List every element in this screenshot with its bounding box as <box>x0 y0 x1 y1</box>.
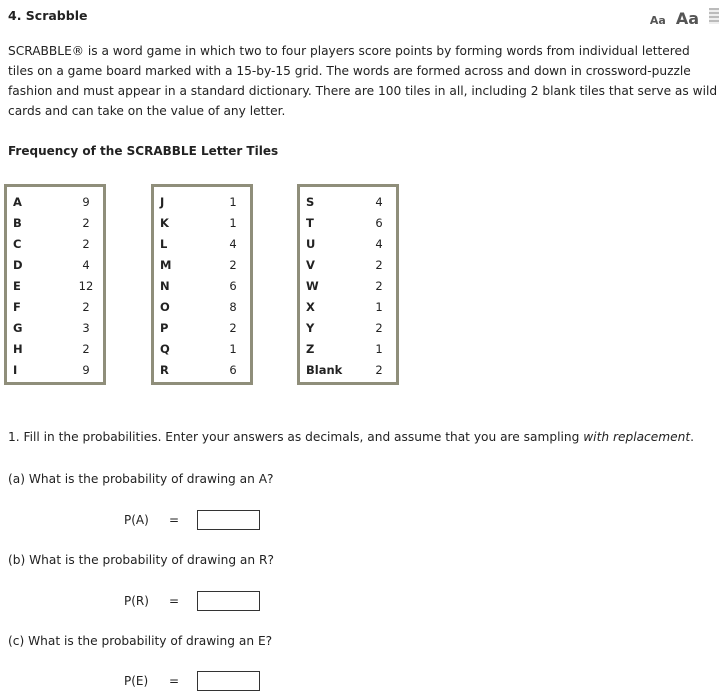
table-row <box>13 359 95 380</box>
answer-input-a[interactable] <box>197 510 260 530</box>
letter: R <box>160 362 169 377</box>
label-pe: P(E) <box>124 674 149 688</box>
frequency: 9 <box>82 194 90 209</box>
letter: B <box>13 215 22 230</box>
label-pa: P(A) <box>124 513 149 527</box>
table-row <box>306 275 388 296</box>
frequency: 2 <box>229 257 237 272</box>
letter: D <box>13 257 23 272</box>
table-row <box>306 338 388 359</box>
letter: Blank <box>306 362 343 377</box>
table-row <box>306 212 388 233</box>
frequency: 4 <box>375 236 383 251</box>
letter: J <box>160 194 165 209</box>
equals-a: = <box>169 513 180 527</box>
letter: T <box>306 215 314 230</box>
table-row <box>13 296 95 317</box>
letter: C <box>13 236 22 251</box>
section-title: 4. Scrabble <box>8 8 88 23</box>
table-row <box>160 191 242 212</box>
frequency: 2 <box>82 236 90 251</box>
table-row <box>160 359 242 380</box>
table-row <box>160 317 242 338</box>
frequency: 4 <box>375 194 383 209</box>
table-row <box>13 212 95 233</box>
frequency-table <box>4 184 106 385</box>
label-pr: P(R) <box>124 594 149 608</box>
intro-paragraph: SCRABBLE® is a word game in which two to four players score points by forming words from individual lettered tiles on a game board marked with a 15-by-15 grid. The words are formed across and down in crossword-puzzle fashion and must appear in a standard dictionary. There are 100 tiles in all, including 2 blank tiles that serve as wild cards and can take on the value of any letter. <box>8 44 718 118</box>
equals-b: = <box>169 594 180 608</box>
frequency: 2 <box>82 341 90 356</box>
frequency: 2 <box>375 320 383 335</box>
letter: M <box>160 257 172 272</box>
table-row <box>160 254 242 275</box>
answer-input-b[interactable] <box>197 591 260 611</box>
question-c: (c) What is the probability of drawing an E? <box>8 634 273 648</box>
frequency: 4 <box>82 257 90 272</box>
table-row <box>306 233 388 254</box>
letter: S <box>306 194 315 209</box>
table-row <box>306 254 388 275</box>
frequency-table <box>297 184 399 385</box>
letter: V <box>306 257 315 272</box>
table-row <box>306 191 388 212</box>
frequency: 1 <box>229 341 237 356</box>
frequency: 2 <box>82 215 90 230</box>
frequency: 1 <box>375 341 383 356</box>
frequency: 2 <box>375 278 383 293</box>
frequency: 12 <box>78 278 94 293</box>
letter: W <box>306 278 319 293</box>
frequency-table <box>151 184 253 385</box>
letter: H <box>13 341 23 356</box>
letter: K <box>160 215 169 230</box>
frequency: 6 <box>229 362 237 377</box>
letter: Y <box>306 320 315 335</box>
letter: I <box>13 362 18 377</box>
table-row <box>13 338 95 359</box>
question-b: (b) What is the probability of drawing an R? <box>8 553 274 567</box>
frequency: 3 <box>82 320 90 335</box>
table-row <box>306 359 388 380</box>
instruction-end: . <box>690 430 694 444</box>
letter: A <box>13 194 22 209</box>
letter: U <box>306 236 316 251</box>
letter: L <box>160 236 168 251</box>
answer-input-c[interactable] <box>197 671 260 691</box>
letter: N <box>160 278 170 293</box>
table-row <box>13 317 95 338</box>
frequency: 2 <box>375 257 383 272</box>
frequency: 2 <box>229 320 237 335</box>
table-row <box>160 275 242 296</box>
large-text-button[interactable]: Aa <box>675 9 699 28</box>
letter: E <box>13 278 21 293</box>
instruction-text: 1. Fill in the probabilities. Enter your answers as decimals, and assume that you are sampling <box>8 430 584 444</box>
equals-c: = <box>169 674 180 688</box>
table-row <box>160 233 242 254</box>
instruction <box>8 430 694 444</box>
frequency: 1 <box>229 215 237 230</box>
small-text-button[interactable]: Aa <box>649 14 666 27</box>
table-row <box>306 296 388 317</box>
letter: Q <box>160 341 170 356</box>
table-row <box>13 275 95 296</box>
frequency: 8 <box>229 299 237 314</box>
table-row <box>160 338 242 359</box>
text-tools <box>650 8 719 28</box>
table-row <box>13 254 95 275</box>
letter: X <box>306 299 315 314</box>
letter: G <box>13 320 23 335</box>
table-row <box>160 212 242 233</box>
frequency: 1 <box>375 299 383 314</box>
letter: Z <box>306 341 315 356</box>
frequency: 2 <box>375 362 383 377</box>
table-row <box>306 317 388 338</box>
frequency: 9 <box>82 362 90 377</box>
frequency: 4 <box>229 236 237 251</box>
letter: O <box>160 299 170 314</box>
instruction-emphasis: with replacement <box>583 430 691 444</box>
frequency: 1 <box>229 194 237 209</box>
table-row <box>13 233 95 254</box>
letter: F <box>13 299 21 314</box>
frequency: 2 <box>82 299 90 314</box>
print-icon[interactable] <box>709 8 719 24</box>
table-title: Frequency of the SCRABBLE Letter Tiles <box>8 144 279 158</box>
frequency: 6 <box>375 215 383 230</box>
table-row <box>13 191 95 212</box>
table-row <box>160 296 242 317</box>
frequency: 6 <box>229 278 237 293</box>
question-a: (a) What is the probability of drawing an A? <box>8 472 274 486</box>
letter: P <box>160 320 169 335</box>
